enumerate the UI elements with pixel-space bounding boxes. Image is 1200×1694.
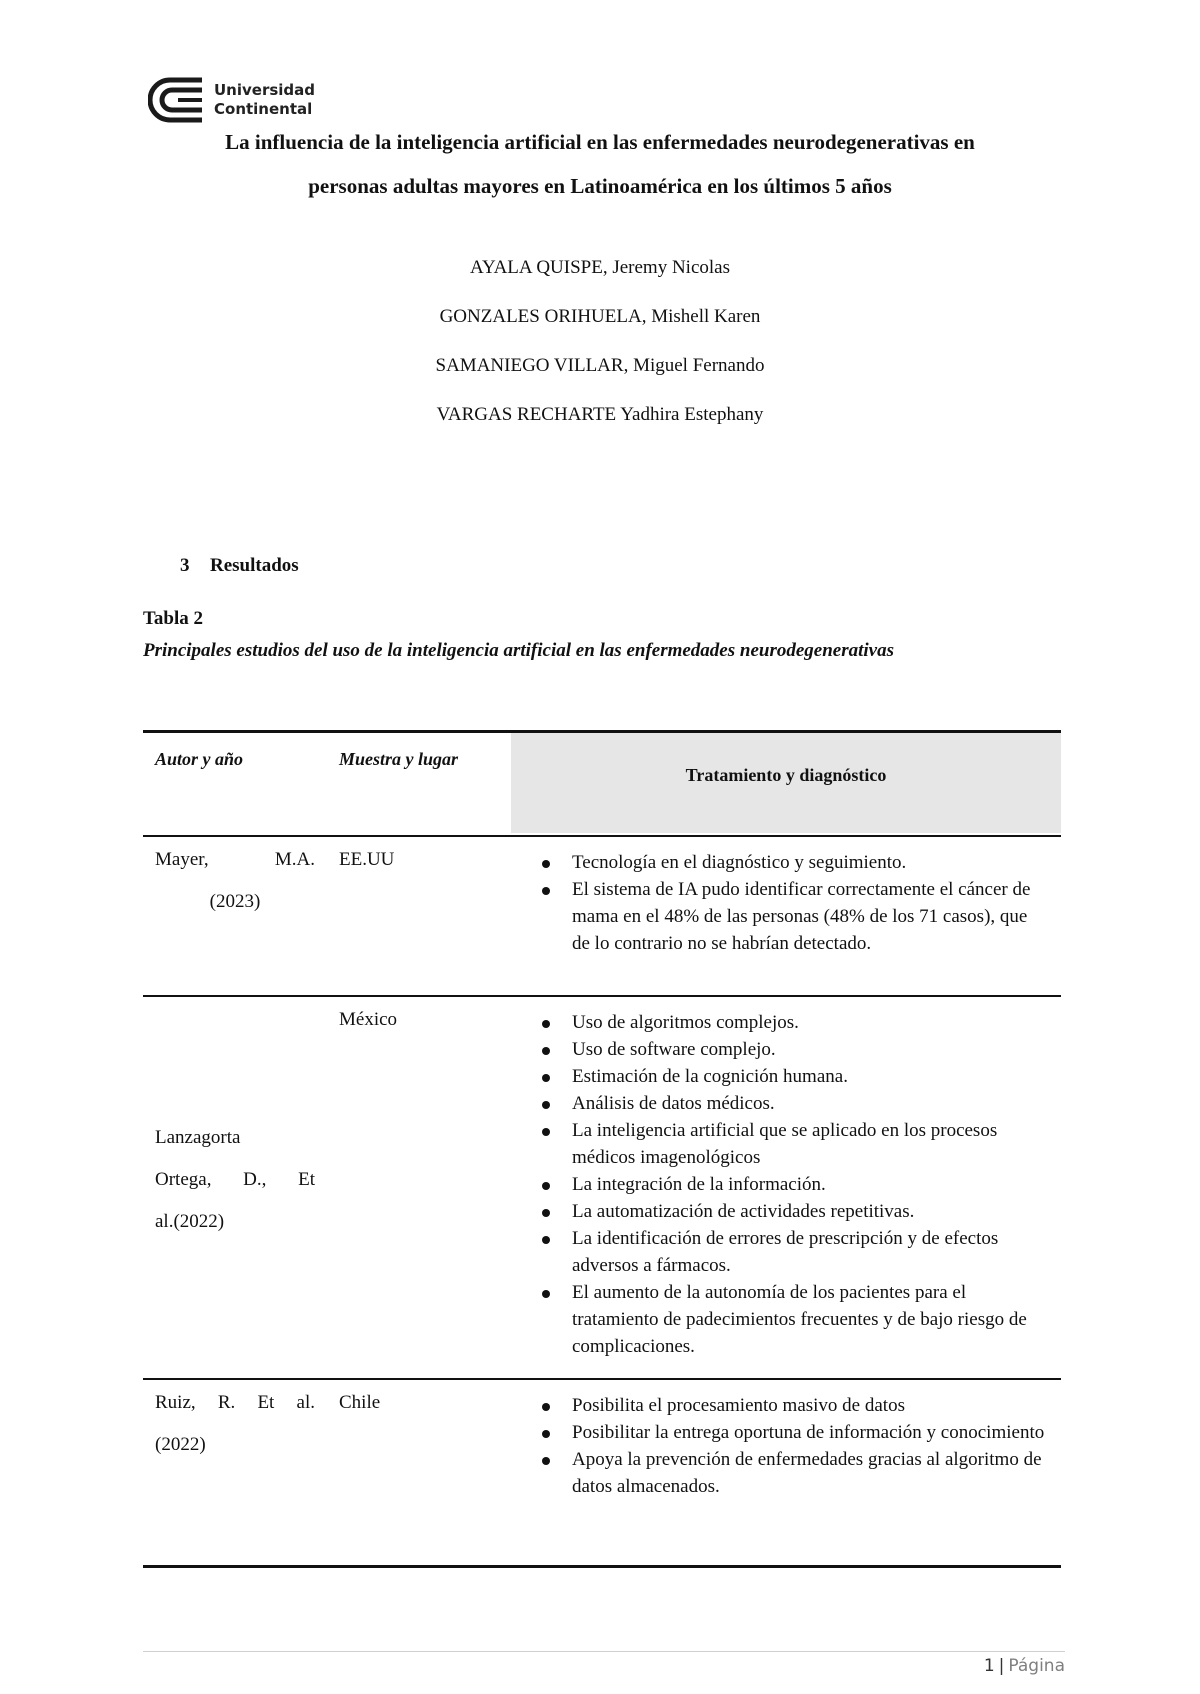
list-item: Posibilita el procesamiento masivo de datos bbox=[539, 1392, 1049, 1419]
author-list bbox=[132, 258, 1068, 454]
cell-items bbox=[539, 1009, 1049, 1360]
list-item: La integración de la información. bbox=[539, 1171, 1049, 1198]
table-row bbox=[143, 1380, 1061, 1565]
list-item: El sistema de IA pudo identificar correctamente el cáncer de mama en el 48% de las personas (48% de los 71 casos), que de lo contrario no se habrían detectado. bbox=[539, 876, 1049, 957]
continental-logo-icon bbox=[148, 77, 204, 123]
list-item: Uso de algoritmos complejos. bbox=[539, 1009, 1049, 1036]
author-line: Ruiz, R. Et al. bbox=[155, 1392, 315, 1413]
cell-author bbox=[155, 839, 315, 923]
author-line: (2023) bbox=[209, 891, 261, 912]
page-number: 1 bbox=[983, 1656, 995, 1676]
list-item: Análisis de datos médicos. bbox=[539, 1090, 1049, 1117]
list-item: Apoya la prevención de enfermedades gracias al algoritmo de datos almacenados. bbox=[539, 1446, 1049, 1500]
author-name: VARGAS RECHARTE Yadhira Estephany bbox=[436, 404, 764, 425]
footer-separator: | bbox=[998, 1656, 1005, 1676]
author-line: Mayer, M.A. bbox=[155, 849, 315, 870]
logo-line-2: Continental bbox=[214, 100, 313, 118]
header-sample-place: Muestra y lugar bbox=[339, 749, 459, 769]
document-title bbox=[132, 120, 1068, 208]
cell-place: Chile bbox=[339, 1392, 381, 1413]
list-item: La automatización de actividades repetitivas. bbox=[539, 1198, 1049, 1225]
author-line: Lanzagorta bbox=[155, 1127, 241, 1148]
author-line: al.(2022) bbox=[155, 1211, 225, 1232]
cell-author bbox=[155, 1117, 315, 1243]
section-title: Resultados bbox=[210, 555, 299, 576]
list-item: La identificación de errores de prescripción y de efectos adversos a fármacos. bbox=[539, 1225, 1049, 1279]
author-name: AYALA QUISPE, Jeremy Nicolas bbox=[469, 257, 730, 278]
list-item: El aumento de la autonomía de los pacientes para el tratamiento de padecimientos frecuentes y de bajo riesgo de complicaciones. bbox=[539, 1279, 1049, 1360]
list-item: Uso de software complejo. bbox=[539, 1036, 1049, 1063]
author-name: SAMANIEGO VILLAR, Miguel Fernando bbox=[435, 355, 765, 376]
author-name: GONZALES ORIHUELA, Mishell Karen bbox=[439, 306, 761, 327]
results-table bbox=[143, 730, 1061, 1568]
author-line: (2022) bbox=[155, 1434, 206, 1455]
cell-place: México bbox=[339, 1009, 398, 1030]
cell-items bbox=[539, 849, 1049, 957]
cell-author bbox=[155, 1382, 315, 1466]
cell-place: EE.UU bbox=[339, 849, 395, 870]
header-treatment-diagnosis: Tratamiento y diagnóstico bbox=[685, 765, 887, 785]
title-line-2: personas adultas mayores en Latinoamérica en los últimos 5 años bbox=[308, 174, 892, 198]
section-number: 3 bbox=[180, 555, 190, 576]
title-line-1: La influencia de la inteligencia artificial en las enfermedades neurodegenerativas en bbox=[225, 130, 975, 154]
table-header bbox=[143, 733, 1061, 835]
table-caption: Principales estudios del uso de la inteligencia artificial en las enfermedades neurodegenerativas bbox=[143, 640, 894, 661]
table-row bbox=[143, 837, 1061, 995]
table-label: Tabla 2 bbox=[143, 608, 204, 629]
page-footer bbox=[984, 1656, 1065, 1676]
author-line: Ortega, D., Et bbox=[155, 1169, 315, 1190]
university-logo bbox=[148, 76, 315, 124]
logo-line-1: Universidad bbox=[214, 81, 316, 99]
list-item: Tecnología en el diagnóstico y seguimiento. bbox=[539, 849, 1049, 876]
table-bottom-rule bbox=[143, 1565, 1061, 1568]
section-heading bbox=[180, 555, 299, 577]
list-item: Estimación de la cognición humana. bbox=[539, 1063, 1049, 1090]
logo-text bbox=[214, 81, 315, 119]
page-word: Página bbox=[1008, 1656, 1065, 1676]
cell-items bbox=[539, 1392, 1049, 1500]
footer-divider bbox=[143, 1651, 1065, 1652]
header-author-year: Autor y año bbox=[155, 749, 244, 769]
list-item: Posibilitar la entrega oportuna de información y conocimiento bbox=[539, 1419, 1049, 1446]
table-row bbox=[143, 997, 1061, 1378]
list-item: La inteligencia artificial que se aplicado en los procesos médicos imagenológicos bbox=[539, 1117, 1049, 1171]
